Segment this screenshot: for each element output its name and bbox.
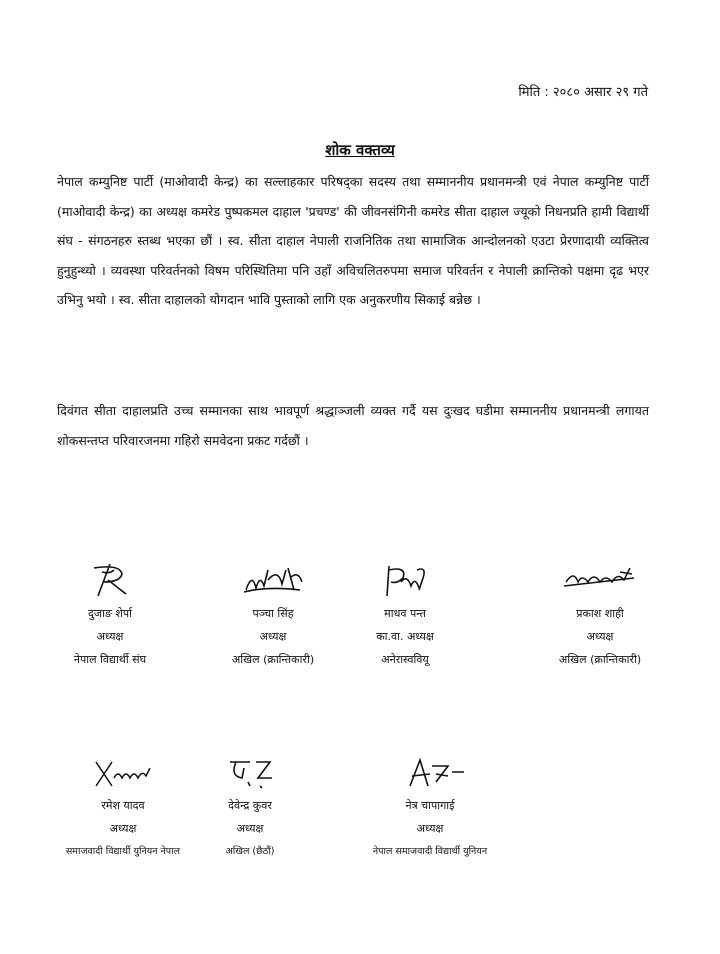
signatory-role: का.वा. अध्यक्ष: [376, 630, 434, 643]
handwritten-signature: [80, 560, 140, 600]
signatory-role: अध्यक्ष: [236, 822, 264, 835]
signatory-dujang-sherpa: [55, 558, 165, 671]
handwritten-signature: [220, 752, 280, 792]
signatory-role: अध्यक्ष: [109, 822, 137, 835]
signatory-role: अध्यक्ष: [96, 630, 124, 643]
signatory-role: अध्यक्ष: [586, 630, 614, 643]
signatory-role: अध्यक्ष: [416, 822, 444, 835]
handwritten-signature: [238, 560, 308, 600]
statement-paragraph-1: नेपाल कम्युनिष्ट पार्टी (माओवादी केन्द्र) का सल्लाहकार परिषद्का सदस्य तथा सम्माननीय प्रधानमन्त्री एवं नेपाल कम्युनिष्ट पार्टी (माओवादी केन्द्र) का अध्यक्ष कमरेड पुष्पकमल दाहाल 'प्रचण्ड' की जीवनसंगिनी कमरेड सीता दाहाल ज्यूको निधनप्रति हामी विद्यार्थी संघ - संगठनहरु स्तब्ध भएका छौं । स्व. सीता दाहाल नेपाली राजनितिक तथा सामाजिक आन्दोलनको एउटा प्रेरणादायी व्यक्तित्व हुनुहुन्थ्यो । व्यवस्था परिवर्तनको विषम परिस्थितिमा पनि उहाँ अविचलितरुपमा समाज परिवर्तन र नेपाली क्रान्तिको पक्षमा दृढ भएर उभिनु भयो । स्व. सीता दाहालको योगदान भावि पुस्ताको लागि एक अनुकरणीय सिकाई बन्नेछ ।: [57, 174, 649, 308]
statement-date: मिति : २०८० असार २९ गते: [518, 85, 648, 100]
signatory-org: नेपाल समाजवादी विद्यार्थी युनियन: [372, 846, 488, 857]
signatory-org: अखिल (क्रान्तिकारी): [231, 653, 315, 666]
handwritten-signature: [88, 752, 158, 792]
signatory-name: रमेश यादव: [101, 799, 145, 812]
handwritten-signature: [390, 752, 470, 792]
signatory-name: नेत्र चापागाई: [405, 799, 455, 812]
signatory-org: अखिल (क्रान्तिकारी): [558, 653, 642, 666]
signatory-netra-chapagai: [355, 750, 505, 863]
signatory-org: अखिल (छैठौं): [225, 846, 275, 857]
statement-paragraph-2: दिवंगत सीता दाहालप्रति उच्च सम्मानका साथ भावपूर्ण श्रद्धाञ्जली व्यक्त गर्दै यस दुःखद घडीमा सम्माननीय प्रधानमन्त्री लगायत शोकसन्तप्त परिवारजनमा गहिरो समवेदना प्रकट गर्दछौं ।: [57, 403, 649, 448]
signatory-name: प्रकाश शाही: [576, 607, 624, 620]
signatory-org: अनेरास्ववियू: [381, 653, 429, 666]
signatory-devendra-kuwar: [200, 750, 300, 863]
signatory-name: माधव पन्त: [384, 607, 426, 620]
signatory-name: पञ्चा सिंह: [252, 607, 294, 620]
signatory-prakash-shahi: [540, 558, 660, 671]
statement-title: शोक वक्तव्य: [325, 141, 395, 159]
handwritten-signature: [560, 560, 640, 600]
signatory-org: नेपाल विद्यार्थी संघ: [73, 653, 147, 666]
handwritten-signature: [377, 560, 433, 600]
signatory-name: दुजाङ शेर्पा: [88, 607, 132, 620]
signatory-madhav-pant: [355, 558, 455, 671]
signatory-ramesh-yadav: [38, 750, 208, 863]
signatory-name: देवेन्द्र कुवर: [228, 799, 272, 812]
signatory-org: समाजवादी विद्यार्थी युनियन नेपाल: [65, 846, 181, 857]
signatory-role: अध्यक्ष: [259, 630, 287, 643]
signatory-pancha-singh: [213, 558, 333, 671]
